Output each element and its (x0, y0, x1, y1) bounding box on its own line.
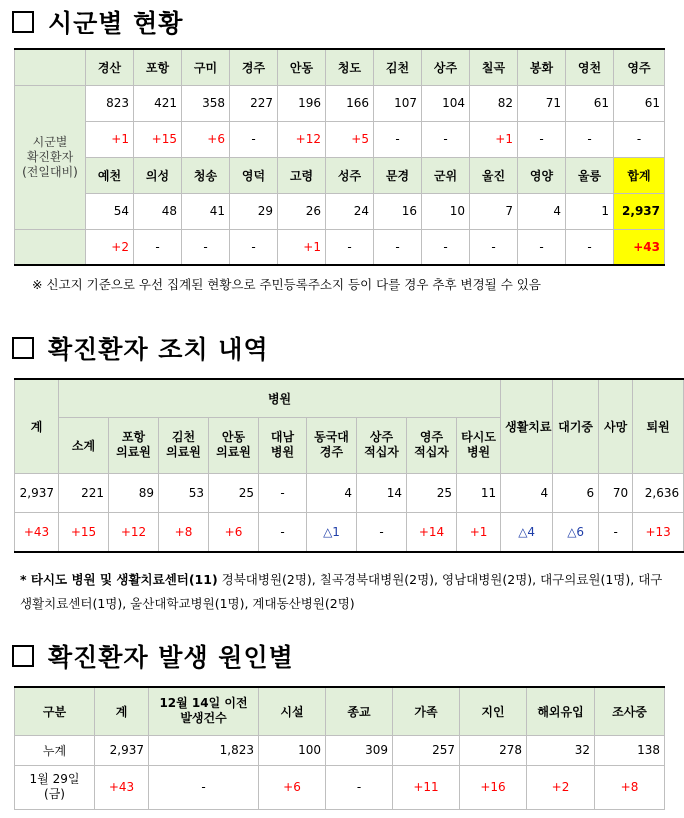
city-name: 경산 (86, 49, 134, 85)
cause-count: 32 (527, 735, 595, 765)
checkbox-square-icon (12, 337, 34, 359)
measure-change: △1 (307, 512, 357, 552)
header-hospital-sub: 상주 적십자 (357, 417, 407, 473)
city-change: +1 (278, 229, 326, 265)
city-name: 고령 (278, 157, 326, 193)
cause-change: - (326, 765, 393, 809)
cause-header: 시설 (259, 687, 326, 735)
city-name: 영덕 (230, 157, 278, 193)
table-header-row (15, 379, 684, 417)
measure-change: - (599, 512, 633, 552)
side-label: 시군별 확진환자 (전일대비) (15, 85, 86, 229)
city-name: 울진 (470, 157, 518, 193)
note-rest: 경북대병원(2명), 칠곡경북대병원(2명), 영남대병원(2명), 대구의료원(1명), 대구생활치료센터(1명), 울산대학교병원(1명), 계대동산병원(2명) (20, 572, 663, 611)
cause-change: +11 (393, 765, 460, 809)
cause-header: 종교 (326, 687, 393, 735)
cause-header: 지인 (460, 687, 527, 735)
city-count: 71 (518, 85, 566, 121)
measures-note (20, 568, 665, 616)
city-change: +43 (614, 229, 665, 265)
city-count: 61 (614, 85, 665, 121)
measure-count: 4 (307, 473, 357, 512)
city-change: - (422, 229, 470, 265)
city-name: 영천 (566, 49, 614, 85)
section-title-measures (12, 330, 269, 366)
cause-count: 278 (460, 735, 527, 765)
header-hospital-sub: 안동 의료원 (209, 417, 259, 473)
cause-count: 309 (326, 735, 393, 765)
measure-change: +6 (209, 512, 259, 552)
table-row (15, 765, 665, 809)
city-change: - (230, 229, 278, 265)
city-change: - (374, 229, 422, 265)
cause-count: 257 (393, 735, 460, 765)
city-count: 61 (566, 85, 614, 121)
city-name: 군위 (422, 157, 470, 193)
cause-count: 2,937 (95, 735, 149, 765)
checkbox-square-icon (12, 645, 34, 667)
header-hospital: 병원 (59, 379, 501, 417)
measure-change: +8 (159, 512, 209, 552)
city-count: 227 (230, 85, 278, 121)
city-change: - (182, 229, 230, 265)
measure-count: 25 (407, 473, 457, 512)
cause-header: 계 (95, 687, 149, 735)
city-change: - (326, 229, 374, 265)
city-name: 의성 (134, 157, 182, 193)
city-name: 청송 (182, 157, 230, 193)
city-name: 청도 (326, 49, 374, 85)
city-count: 24 (326, 193, 374, 229)
section-title-city (12, 4, 183, 40)
measure-count: 14 (357, 473, 407, 512)
city-change: - (134, 229, 182, 265)
city-change: - (614, 121, 665, 157)
cause-change: +2 (527, 765, 595, 809)
city-count: 358 (182, 85, 230, 121)
city-name: 영주 (614, 49, 665, 85)
city-change: +1 (470, 121, 518, 157)
measure-count: 70 (599, 473, 633, 512)
measure-count: 2,937 (15, 473, 59, 512)
city-count: 10 (422, 193, 470, 229)
city-name: 상주 (422, 49, 470, 85)
measure-count: 4 (501, 473, 553, 512)
city-change: +12 (278, 121, 326, 157)
city-name: 포항 (134, 49, 182, 85)
measure-count: - (259, 473, 307, 512)
city-count: 48 (134, 193, 182, 229)
header-hospital-sub: 대남 병원 (259, 417, 307, 473)
measures-table (14, 378, 684, 553)
cause-change: +8 (595, 765, 665, 809)
city-change: - (422, 121, 470, 157)
city-name: 구미 (182, 49, 230, 85)
table-row (15, 473, 684, 512)
cause-table (14, 686, 665, 810)
city-name: 영양 (518, 157, 566, 193)
city-name: 합계 (614, 157, 665, 193)
city-count: 823 (86, 85, 134, 121)
city-count: 1 (566, 193, 614, 229)
header-hospital-sub: 소계 (59, 417, 109, 473)
cause-change: +16 (460, 765, 527, 809)
side-header-bottom (15, 229, 86, 265)
header-hospital-sub: 포항 의료원 (109, 417, 159, 473)
measure-count: 2,636 (633, 473, 684, 512)
city-change: +15 (134, 121, 182, 157)
measure-change: +15 (59, 512, 109, 552)
table-header-row (15, 687, 665, 735)
city-count: 166 (326, 85, 374, 121)
city-count: 2,937 (614, 193, 665, 229)
city-count: 4 (518, 193, 566, 229)
table-row (15, 735, 665, 765)
city-name: 문경 (374, 157, 422, 193)
table-row (15, 121, 665, 157)
city-change: - (230, 121, 278, 157)
cause-change: +6 (259, 765, 326, 809)
cause-count: 1,823 (149, 735, 259, 765)
city-name: 예천 (86, 157, 134, 193)
checkbox-square-icon (12, 11, 34, 33)
cause-header: 구분 (15, 687, 95, 735)
city-name: 안동 (278, 49, 326, 85)
city-change: - (518, 121, 566, 157)
city-count: 16 (374, 193, 422, 229)
city-count: 7 (470, 193, 518, 229)
table-row (15, 157, 665, 193)
row-label: 누계 (15, 735, 95, 765)
city-change: - (470, 229, 518, 265)
city-count: 54 (86, 193, 134, 229)
side-header-top (15, 49, 86, 85)
cause-header: 12월 14일 이전 발생건수 (149, 687, 259, 735)
section-title-text: 시군별 현황 (48, 9, 184, 38)
header-wait: 대기중 (553, 379, 599, 473)
cause-header: 해외유입 (527, 687, 595, 735)
city-count: 196 (278, 85, 326, 121)
cause-header: 조사중 (595, 687, 665, 735)
measure-count: 6 (553, 473, 599, 512)
table-row (15, 85, 665, 121)
city-name: 김천 (374, 49, 422, 85)
header-death: 사망 (599, 379, 633, 473)
table-row (15, 193, 665, 229)
measure-change: +1 (457, 512, 501, 552)
header-hospital-sub: 동국대 경주 (307, 417, 357, 473)
table-row (15, 512, 684, 552)
city-name: 성주 (326, 157, 374, 193)
header-hospital-sub: 타시도 병원 (457, 417, 501, 473)
city-name: 봉화 (518, 49, 566, 85)
header-hospital-sub: 영주 적십자 (407, 417, 457, 473)
city-change: +1 (86, 121, 134, 157)
city-count: 26 (278, 193, 326, 229)
measure-change: +13 (633, 512, 684, 552)
city-note: ※ 신고지 기준으로 우선 집계된 현황으로 주민등록주소지 등이 다를 경우 추후 변경될 수 있음 (32, 277, 541, 292)
city-name: 칠곡 (470, 49, 518, 85)
city-change: - (374, 121, 422, 157)
measure-count: 89 (109, 473, 159, 512)
city-table (14, 48, 665, 266)
measure-change: △4 (501, 512, 553, 552)
city-change: - (518, 229, 566, 265)
row-label: 1월 29일 (금) (15, 765, 95, 809)
measure-change: △6 (553, 512, 599, 552)
header-total: 계 (15, 379, 59, 473)
measure-change: - (357, 512, 407, 552)
city-name: 경주 (230, 49, 278, 85)
cause-header: 가족 (393, 687, 460, 735)
measure-count: 11 (457, 473, 501, 512)
city-count: 29 (230, 193, 278, 229)
city-change: - (566, 229, 614, 265)
measure-change: +43 (15, 512, 59, 552)
city-count: 41 (182, 193, 230, 229)
city-change: +6 (182, 121, 230, 157)
city-count: 421 (134, 85, 182, 121)
city-count: 104 (422, 85, 470, 121)
measure-count: 53 (159, 473, 209, 512)
measure-count: 25 (209, 473, 259, 512)
city-count: 107 (374, 85, 422, 121)
measure-change: +14 (407, 512, 457, 552)
cause-count: 100 (259, 735, 326, 765)
header-center: 생활치료 (501, 379, 553, 473)
section-title-cause (12, 638, 294, 674)
city-change: +5 (326, 121, 374, 157)
table-row (15, 49, 665, 85)
measure-change: +12 (109, 512, 159, 552)
city-change: - (566, 121, 614, 157)
header-hospital-sub: 김천 의료원 (159, 417, 209, 473)
measure-count: 221 (59, 473, 109, 512)
cause-change: +43 (95, 765, 149, 809)
city-count: 82 (470, 85, 518, 121)
cause-count: 138 (595, 735, 665, 765)
note-bold: * 타시도 병원 및 생활치료센터(11) (20, 572, 218, 587)
cause-change: - (149, 765, 259, 809)
header-discharge: 퇴원 (633, 379, 684, 473)
table-row (15, 229, 665, 265)
section-title-text: 확진환자 발생 원인별 (48, 643, 294, 672)
measure-change: - (259, 512, 307, 552)
city-name: 울릉 (566, 157, 614, 193)
city-change: +2 (86, 229, 134, 265)
section-title-text: 확진환자 조치 내역 (48, 335, 269, 364)
